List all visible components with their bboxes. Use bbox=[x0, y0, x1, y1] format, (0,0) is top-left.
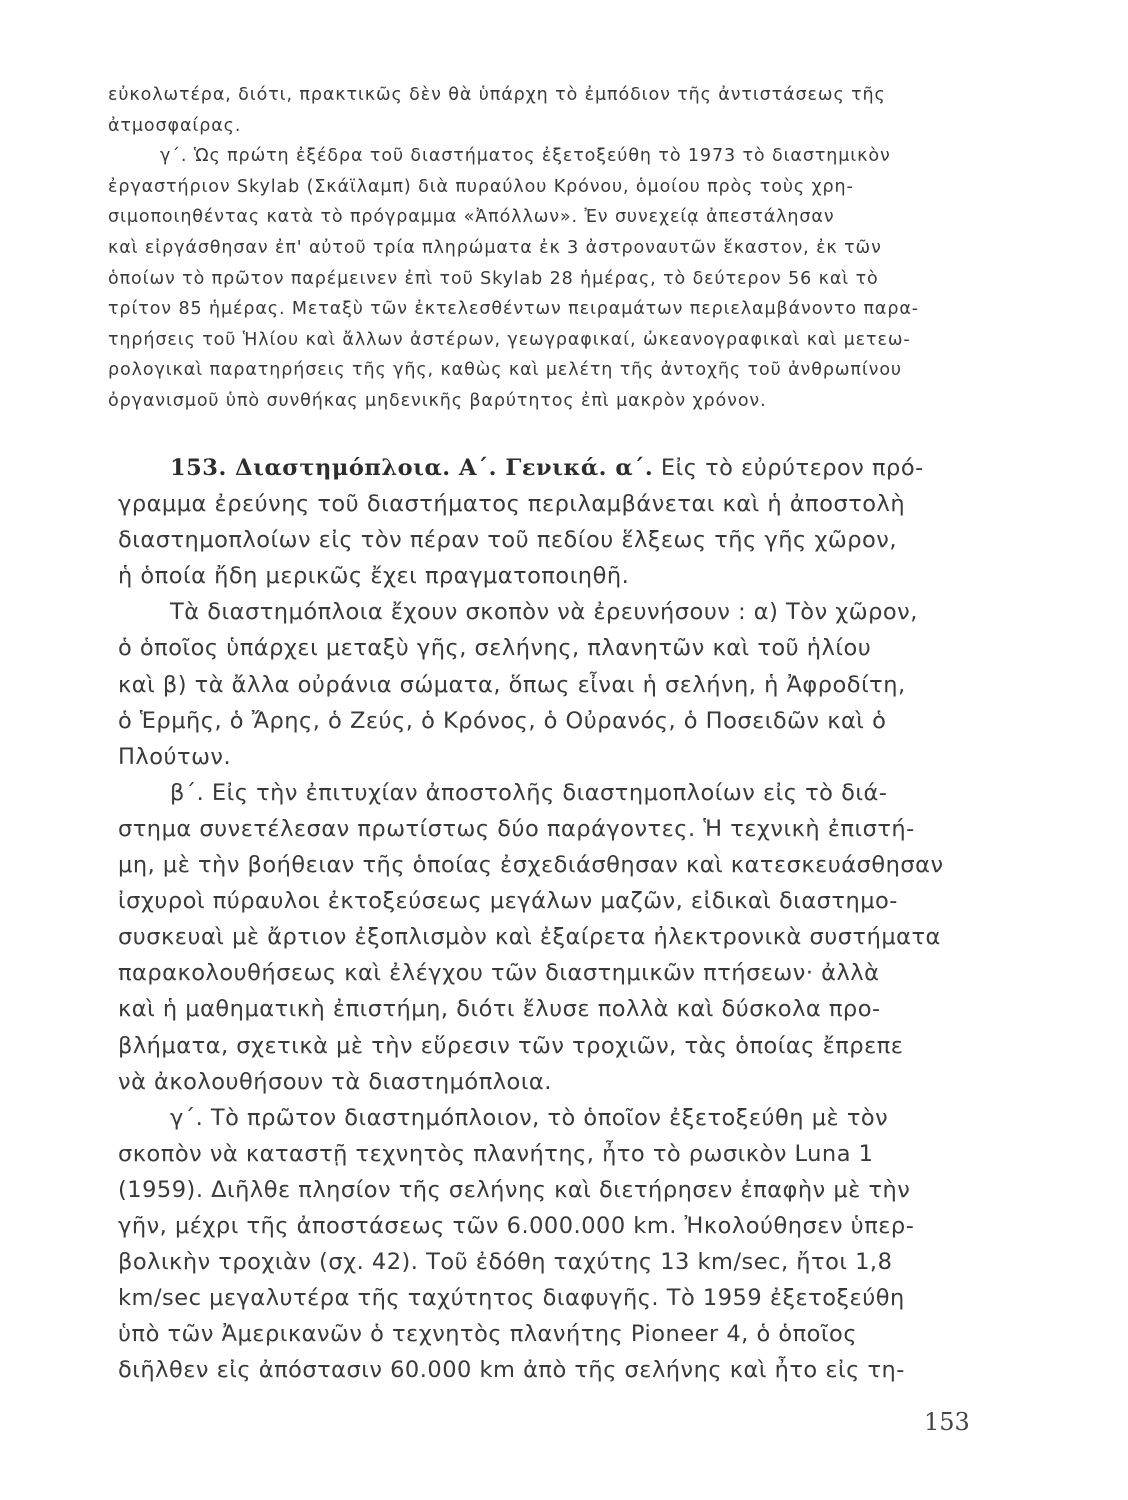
text-line: ἰσχυροὶ πύραυλοι ἐκτοξεύσεως μεγάλων μαζῶν, εἰδικαὶ διαστημο- bbox=[118, 888, 898, 915]
text-line: σκοπὸν νὰ καταστῇ τεχνητὸς πλανήτης, ἦτο τὸ ρωσικὸν Luna 1 bbox=[118, 1140, 874, 1167]
text-line: γῆν, μέχρι τῆς ἀποστάσεως τῶν 6.000.000 km. Ἠκολούθησεν ὑπερ- bbox=[118, 1212, 915, 1239]
text-line: συσκευαὶ μὲ ἄρτιον ἐξοπλισμὸν καὶ ἐξαίρετα ἠλεκτρονικὰ συστήματα bbox=[118, 924, 941, 951]
section-heading: 153. Διαστημόπλοια. Α΄. Γενικά. α΄. bbox=[170, 455, 654, 481]
text-line: ὁ Ἑρμῆς, ὁ Ἄρης, ὁ Ζεύς, ὁ Κρόνος, ὁ Οὐρανός, ὁ Ποσειδῶν καὶ ὁ bbox=[118, 707, 887, 734]
text-line: βολικὴν τροχιὰν (σχ. 42). Τοῦ ἐδόθη ταχύτης 13 km/sec, ἤτοι 1,8 bbox=[118, 1249, 893, 1276]
text-line: εὐκολωτέρα, διότι, πρακτικῶς δὲν θὰ ὑπάρχη τὸ ἐμπόδιον τῆς ἀντιστάσεως τῆς bbox=[108, 85, 886, 105]
text-line: ἐργαστήριον Skylab (Σκάϊλαμπ) διὰ πυραύλου Κρόνου, ὁμοίου πρὸς τοὺς χρη- bbox=[108, 176, 854, 197]
text-line: ὀργανισμοῦ ὑπὸ συνθήκας μηδενικῆς βαρύτητος ἐπὶ μακρὸν χρόνον. bbox=[108, 390, 767, 411]
text-line: (1959). Διῆλθε πλησίον τῆς σελήνης καὶ διετήρησεν ἐπαφὴν μὲ τὴν bbox=[118, 1176, 911, 1203]
text-line: γραμμα ἐρεύνης τοῦ διαστήματος περιλαμβάνεται καὶ ἡ ἀποστολὴ bbox=[118, 491, 906, 518]
text-line: γ΄. Ὡς πρώτη ἐξέδρα τοῦ διαστήματος ἐξετοξεύθη τὸ 1973 τὸ διαστημικὸν bbox=[160, 146, 891, 167]
text-line: ρολογικαὶ παρατηρήσεις τῆς γῆς, καθὼς καὶ μελέτη τῆς ἀντοχῆς τοῦ ἀνθρωπίνου bbox=[108, 360, 902, 381]
text-line: βλήματα, σχετικὰ μὲ τὴν εὕρεσιν τῶν τροχιῶν, τὰς ὁποίας ἔπρεπε bbox=[118, 1032, 904, 1059]
text-line: ὑπὸ τῶν Ἀμερικανῶν ὁ τεχνητὸς πλανήτης Pioneer 4, ὁ ὁποῖος bbox=[118, 1321, 858, 1348]
text-line: σιμοποιηθέντας κατὰ τὸ πρόγραμμα «Ἀπόλλων». Ἐν συνεχείᾳ ἀπεστάλησαν bbox=[108, 207, 835, 228]
text-line: τρίτον 85 ἡμέρας. Μεταξὺ τῶν ἐκτελεσθέντων πειραμάτων περιελαμβάνοντο παρα- bbox=[108, 299, 920, 320]
text-line: μη, μὲ τὴν βοήθειαν τῆς ὁποίας ἐσχεδιάσθησαν καὶ κατεσκευάσθησαν bbox=[118, 852, 944, 879]
text-line: β΄. Εἰς τὴν ἐπιτυχίαν ἀποστολῆς διαστημοπλοίων εἰς τὸ διά- bbox=[170, 779, 888, 806]
heading-continuation: Εἰς τὸ εὐρύτερον πρό- bbox=[653, 455, 924, 481]
text-line: Πλούτων. bbox=[118, 743, 232, 770]
text-line: ἡ ὁποία ἤδη μερικῶς ἔχει πραγματοποιηθῆ. bbox=[118, 563, 630, 590]
page-number: 153 bbox=[924, 1408, 970, 1436]
previous-section-text bbox=[108, 80, 988, 417]
text-line: παρακολουθήσεως καὶ ἐλέγχου τῶν διαστημικῶν πτήσεων· ἀλλὰ bbox=[118, 960, 880, 987]
text-line: καὶ εἰργάσθησαν ἐπ' αὐτοῦ τρία πληρώματα ἐκ 3 ἀστροναυτῶν ἕκαστον, ἐκ τῶν bbox=[108, 237, 882, 258]
text-line: γ΄. Τὸ πρῶτον διαστημόπλοιον, τὸ ὁποῖον ἐξετοξεύθη μὲ τὸν bbox=[170, 1104, 889, 1131]
text-line: ἀτμοσφαίρας. bbox=[108, 115, 242, 136]
text-line: καὶ β) τὰ ἄλλα οὐράνια σώματα, ὅπως εἶναι ἡ σελήνη, ἡ Ἀφροδίτη, bbox=[118, 671, 906, 698]
section-heading-line bbox=[118, 450, 988, 486]
text-line: νὰ ἀκολουθήσουν τὰ διαστημόπλοια. bbox=[118, 1068, 552, 1095]
text-line: στημα συνετέλεσαν πρωτίστως δύο παράγοντες. Ἡ τεχνικὴ ἐπιστή- bbox=[118, 815, 915, 842]
text-line: ὁποίων τὸ πρῶτον παρέμεινεν ἐπὶ τοῦ Skylab 28 ἡμέρας, τὸ δεύτερον 56 καὶ τὸ bbox=[108, 268, 879, 289]
text-line: ὁ ὁποῖος ὑπάρχει μεταξὺ γῆς, σελήνης, πλανητῶν καὶ τοῦ ἡλίου bbox=[118, 635, 872, 662]
text-line: καὶ ἡ μαθηματικὴ ἐπιστήμη, διότι ἔλυσε πολλὰ καὶ δύσκολα προ- bbox=[118, 996, 881, 1023]
text-line: διῆλθεν εἰς ἀπόστασιν 60.000 km ἀπὸ τῆς σελήνης καὶ ἦτο εἰς τη- bbox=[118, 1357, 905, 1384]
text-line: τηρήσεις τοῦ Ἡλίου καὶ ἄλλων ἀστέρων, γεωγραφικαί, ὠκεανογραφικαὶ καὶ μετεω- bbox=[108, 329, 911, 350]
section-153-text bbox=[118, 450, 988, 1388]
text-line: km/sec μεγαλυτέρα τῆς ταχύτητος διαφυγῆς. Τὸ 1959 ἐξετοξεύθη bbox=[118, 1285, 905, 1312]
text-line: διαστημοπλοίων εἰς τὸν πέραν τοῦ πεδίου ἕλξεως τῆς γῆς χῶρον, bbox=[118, 527, 897, 554]
text-line: Τὰ διαστημόπλοια ἔχουν σκοπὸν νὰ ἐρευνήσουν : α) Τὸν χῶρον, bbox=[170, 599, 918, 626]
